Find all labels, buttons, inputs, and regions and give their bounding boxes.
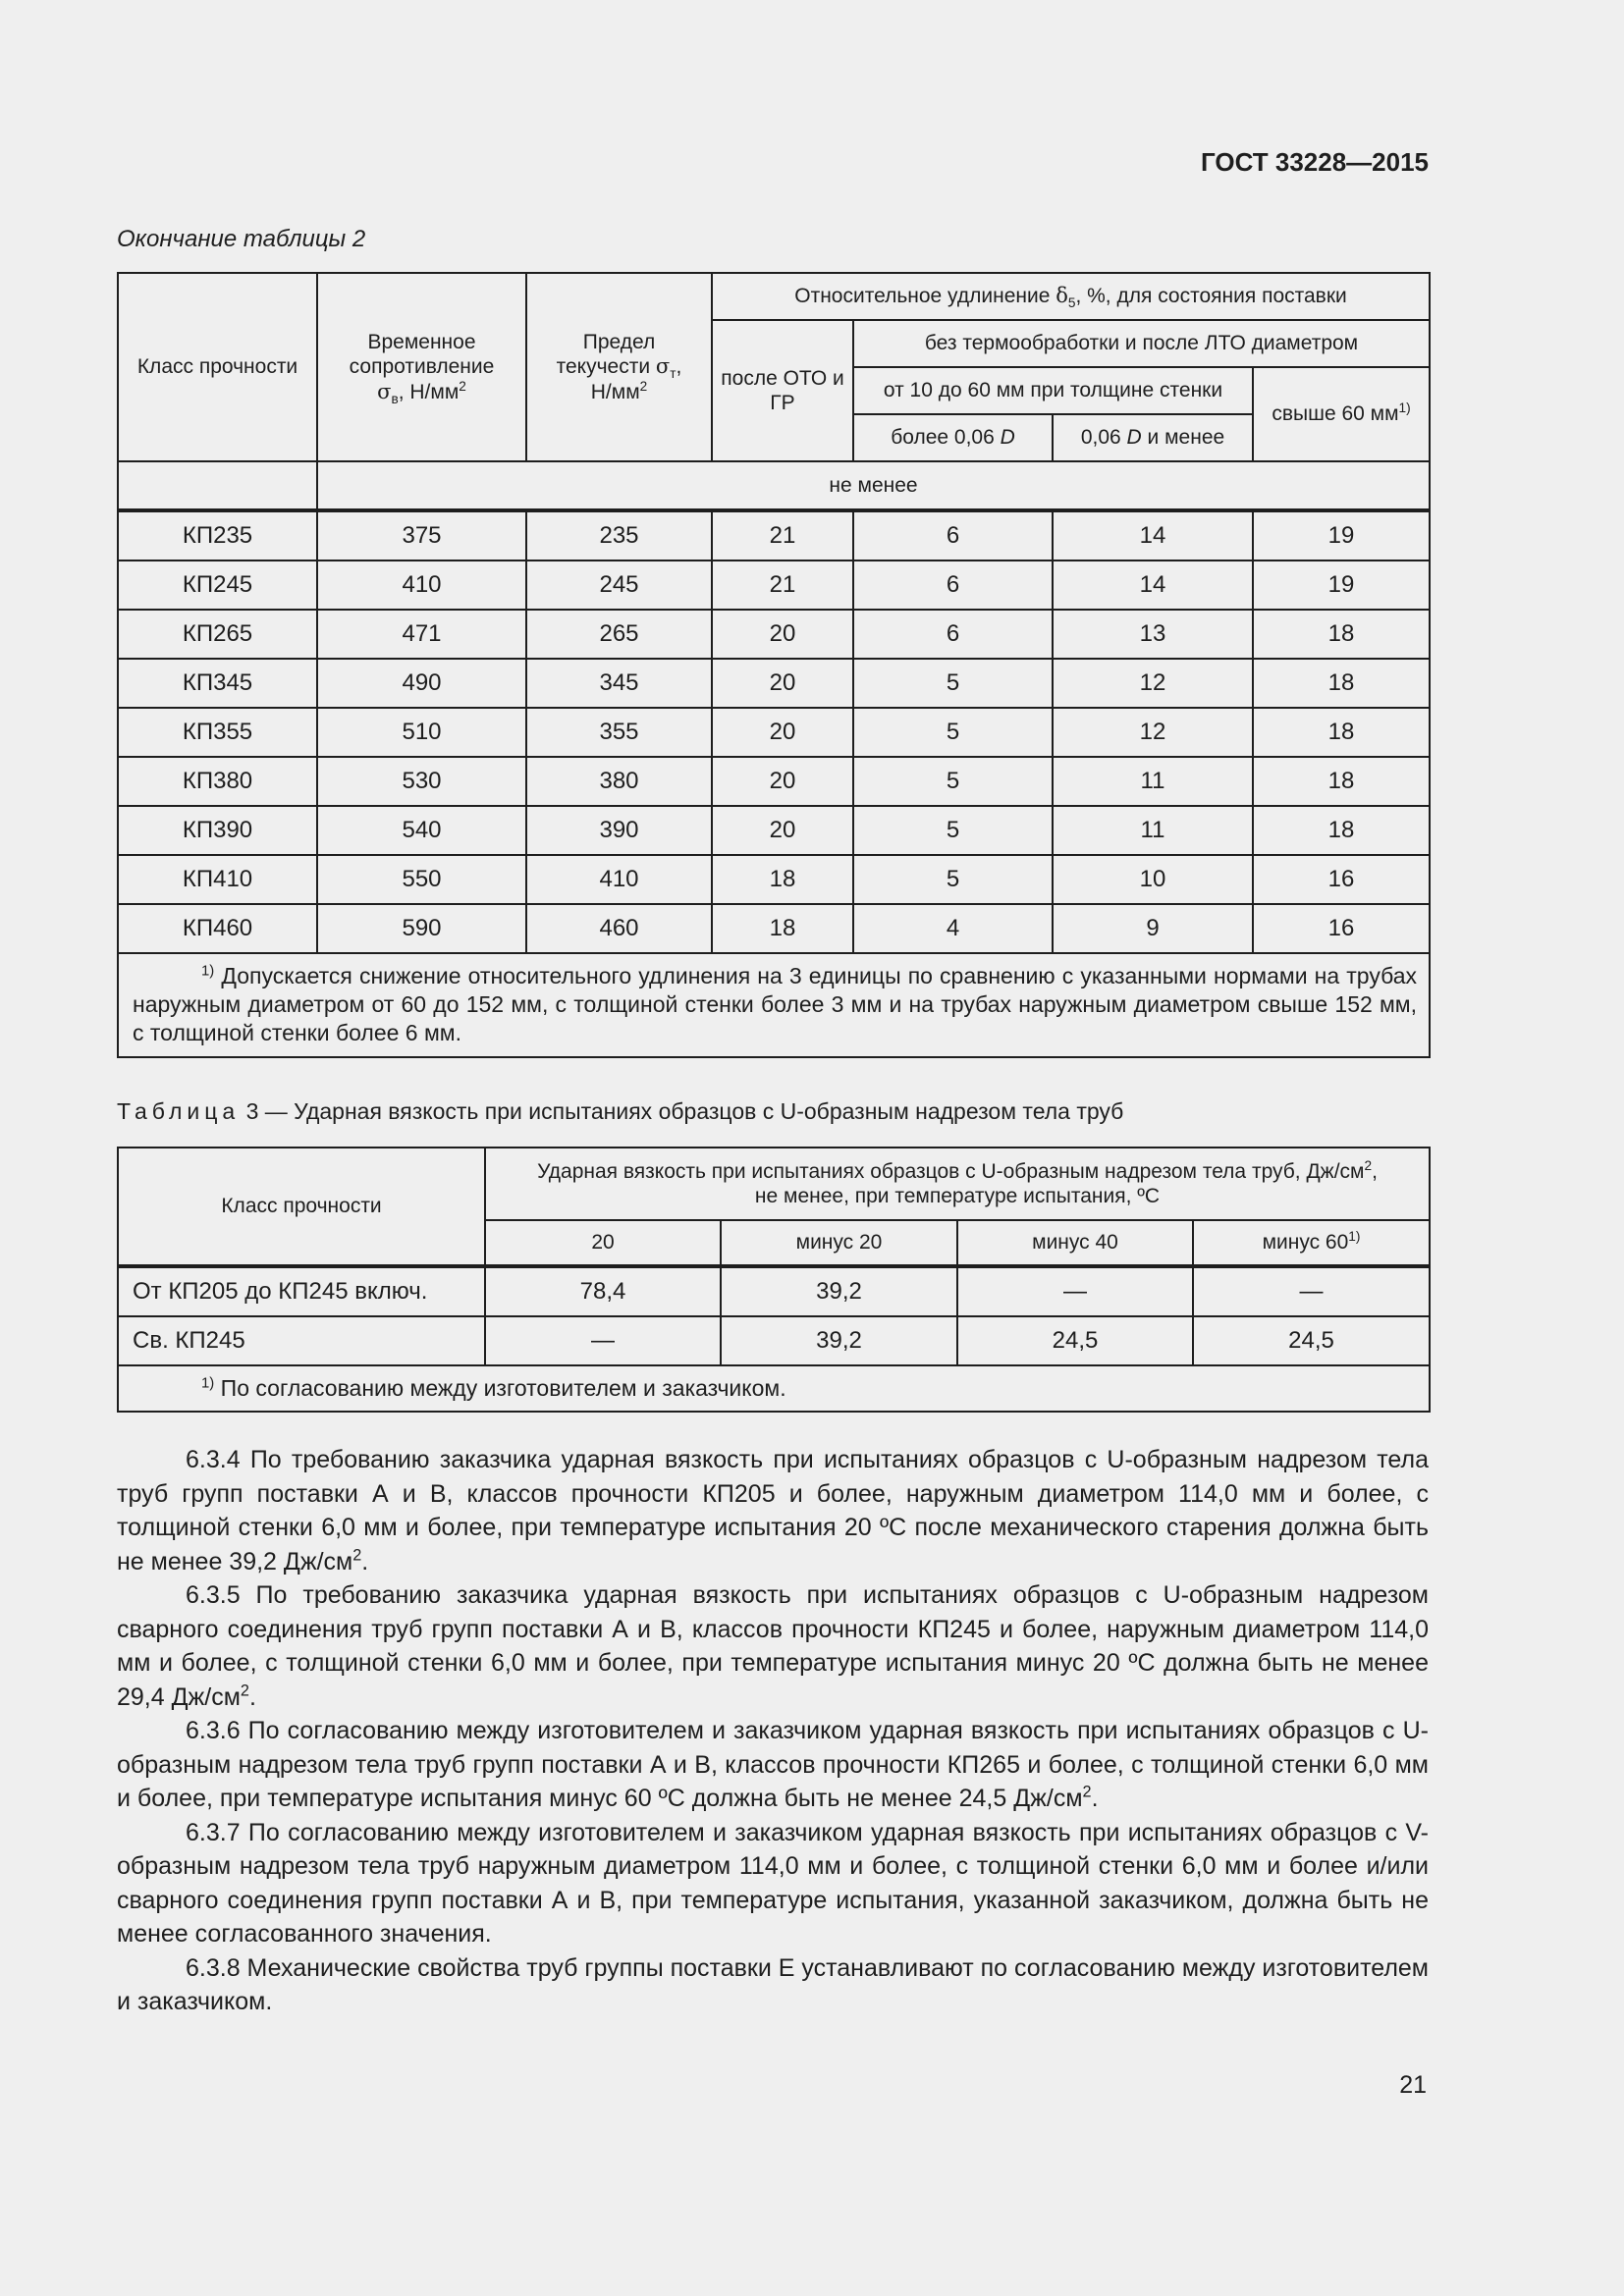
table2-row bbox=[118, 855, 1430, 904]
row-class-cell: КП245 bbox=[118, 561, 317, 610]
body-text bbox=[117, 1443, 1429, 2019]
row-value-cell: 235 bbox=[526, 510, 712, 561]
row-value-cell: 245 bbox=[526, 561, 712, 610]
row-value-cell: 530 bbox=[317, 757, 526, 806]
row-value-cell: — bbox=[1193, 1266, 1430, 1316]
row-value-cell: 265 bbox=[526, 610, 712, 659]
header-tensile-strength: Временное сопротивление $\sigma_в$, $Н/мм^2$ bbox=[317, 273, 526, 461]
row-value-cell: 20 bbox=[712, 659, 853, 708]
row-class-cell: КП390 bbox=[118, 806, 317, 855]
table2-row bbox=[118, 659, 1430, 708]
table3-footnote: $^{1)}$ По согласованию между изготовителем и заказчиком. bbox=[118, 1365, 1430, 1412]
row-class-cell: КП460 bbox=[118, 904, 317, 953]
row-value-cell: 18 bbox=[712, 904, 853, 953]
table2-row bbox=[118, 610, 1430, 659]
row-value-cell: 471 bbox=[317, 610, 526, 659]
table3-row bbox=[118, 1316, 1430, 1365]
row-value-cell: 510 bbox=[317, 708, 526, 757]
row-value-cell: 18 bbox=[1253, 757, 1430, 806]
row-value-cell: 21 bbox=[712, 510, 853, 561]
table2-row bbox=[118, 904, 1430, 953]
row-class-cell: КП345 bbox=[118, 659, 317, 708]
header-elongation: Относительное удлинение $\delta_5$, %, для состояния поставки bbox=[712, 273, 1430, 320]
header-no-heat-treatment: без термообработки и после ЛТО диаметром bbox=[853, 320, 1430, 367]
row-value-cell: 12 bbox=[1053, 708, 1253, 757]
row-value-cell: 355 bbox=[526, 708, 712, 757]
t3-header-impact: Ударная вязкость при испытаниях образцов с U-образным надрезом тела труб, $Дж/см^2$, не менее, при температуре испытания, ºС bbox=[485, 1148, 1430, 1220]
header-class-spacer bbox=[118, 461, 317, 510]
row-value-cell: 590 bbox=[317, 904, 526, 953]
header-more-006d: более 0,06 D bbox=[853, 414, 1053, 461]
row-class-cell: Св. КП245 bbox=[118, 1316, 485, 1365]
paragraph-6-3-7: 6.3.7 По согласованию между изготовителем и заказчиком ударная вязкость при испытаниях образцов с V-образным надрезом тела труб наружным диаметром 114,0 мм и более, с толщиной стенки 6,0 мм и более и/или сварного соединения групп поставки А и В, при температуре испытания, указанной заказчиком, должна быть не менее согласованного значения. bbox=[117, 1818, 1429, 1948]
row-value-cell: 9 bbox=[1053, 904, 1253, 953]
row-value-cell: 5 bbox=[853, 855, 1053, 904]
row-value-cell: 6 bbox=[853, 510, 1053, 561]
row-value-cell: 39,2 bbox=[721, 1266, 957, 1316]
document-header: ГОСТ 33228—2015 bbox=[1201, 147, 1429, 177]
row-class-cell: КП380 bbox=[118, 757, 317, 806]
header-less-006d: 0,06 D и менее bbox=[1053, 414, 1253, 461]
row-value-cell: 460 bbox=[526, 904, 712, 953]
row-value-cell: 20 bbox=[712, 610, 853, 659]
row-value-cell: 12 bbox=[1053, 659, 1253, 708]
t3-header-temp-minus40: минус 40 bbox=[957, 1220, 1193, 1266]
row-value-cell: 4 bbox=[853, 904, 1053, 953]
table2-row bbox=[118, 757, 1430, 806]
table2 bbox=[117, 272, 1431, 1058]
t3-header-temp-20: 20 bbox=[485, 1220, 721, 1266]
row-value-cell: 21 bbox=[712, 561, 853, 610]
row-class-cell: КП265 bbox=[118, 610, 317, 659]
row-value-cell: 5 bbox=[853, 659, 1053, 708]
table2-footnote: $^{1)}$ Допускается снижение относительного удлинения на 3 единицы по сравнению с указанными нормами на трубах наружным диаметром от 60 до 152 мм, с толщиной стенки более 3 мм и на трубах наружным диаметром свыше 152 мм, с толщиной стенки более 6 мм. bbox=[118, 953, 1430, 1057]
paragraph-6-3-5: 6.3.5 По требованию заказчика ударная вязкость при испытаниях образцов с U-образным надрезом сварного соединения труб групп поставки А и В, классов прочности КП245 и более, наружным диаметром 114,0 мм и более, с толщиной стенки 6,0 мм и более, при температуре испытания минус 20 ºС должна быть не менее 29,4 $Дж/см^2$. bbox=[117, 1581, 1429, 1711]
row-value-cell: 18 bbox=[1253, 806, 1430, 855]
table3 bbox=[117, 1147, 1431, 1413]
row-value-cell: 18 bbox=[1253, 659, 1430, 708]
row-value-cell: 6 bbox=[853, 610, 1053, 659]
row-value-cell: 10 bbox=[1053, 855, 1253, 904]
table2-row bbox=[118, 561, 1430, 610]
row-value-cell: 380 bbox=[526, 757, 712, 806]
row-value-cell: 6 bbox=[853, 561, 1053, 610]
t3-header-class: Класс прочности bbox=[118, 1148, 485, 1266]
header-over-60: свыше 60 $мм^{1)}$ bbox=[1253, 367, 1430, 461]
row-value-cell: — bbox=[957, 1266, 1193, 1316]
table3-caption: Таблица 3 — Ударная вязкость при испытаниях образцов с U-образным надрезом тела труб bbox=[117, 1098, 1124, 1124]
header-after-oto: после ОТО и ГР bbox=[712, 320, 853, 461]
row-value-cell: 39,2 bbox=[721, 1316, 957, 1365]
header-range-10-60: от 10 до 60 мм при толщине стенки bbox=[853, 367, 1253, 414]
row-value-cell: 16 bbox=[1253, 855, 1430, 904]
row-class-cell: КП235 bbox=[118, 510, 317, 561]
row-value-cell: 11 bbox=[1053, 806, 1253, 855]
row-value-cell: 5 bbox=[853, 806, 1053, 855]
row-value-cell: 14 bbox=[1053, 561, 1253, 610]
row-value-cell: 5 bbox=[853, 708, 1053, 757]
row-value-cell: 550 bbox=[317, 855, 526, 904]
row-class-cell: КП410 bbox=[118, 855, 317, 904]
table3-row bbox=[118, 1266, 1430, 1316]
row-value-cell: 16 bbox=[1253, 904, 1430, 953]
row-value-cell: 390 bbox=[526, 806, 712, 855]
header-not-less: не менее bbox=[317, 461, 1430, 510]
row-value-cell: 24,5 bbox=[1193, 1316, 1430, 1365]
row-value-cell: 24,5 bbox=[957, 1316, 1193, 1365]
paragraph-6-3-8: 6.3.8 Механические свойства труб группы поставки Е устанавливают по согласованию между изготовителем и заказчиком. bbox=[117, 1953, 1429, 2015]
table2-row bbox=[118, 806, 1430, 855]
paragraph-6-3-6: 6.3.6 По согласованию между изготовителем и заказчиком ударная вязкость при испытаниях образцов с U-образным надрезом тела труб групп поставки А и В, классов прочности КП265 и более, с толщиной стенки 6,0 мм и более, при температуре испытания минус 60 ºС должна быть не менее 24,5 $Дж/см^2$. bbox=[117, 1717, 1429, 1812]
row-value-cell: 18 bbox=[1253, 708, 1430, 757]
table2-row bbox=[118, 510, 1430, 561]
header-strength-class: Класс прочности bbox=[118, 273, 317, 461]
paragraph-6-3-4: 6.3.4 По требованию заказчика ударная вязкость при испытаниях образцов с U-образным надрезом тела труб групп поставки А и В, классов прочности КП205 и более, наружным диаметром 114,0 мм и более, с толщиной стенки 6,0 мм и более, при температуре испытания 20 ºС после механического старения должна быть не менее 39,2 $Дж/см^2$. bbox=[117, 1446, 1429, 1575]
row-value-cell: 345 bbox=[526, 659, 712, 708]
row-value-cell: 13 bbox=[1053, 610, 1253, 659]
row-value-cell: 14 bbox=[1053, 510, 1253, 561]
row-class-cell: КП355 bbox=[118, 708, 317, 757]
row-value-cell: 19 bbox=[1253, 561, 1430, 610]
row-class-cell: От КП205 до КП245 включ. bbox=[118, 1266, 485, 1316]
row-value-cell: 19 bbox=[1253, 510, 1430, 561]
row-value-cell: 5 bbox=[853, 757, 1053, 806]
row-value-cell: 490 bbox=[317, 659, 526, 708]
page-number: 21 bbox=[1399, 2071, 1427, 2099]
t3-header-temp-minus20: минус 20 bbox=[721, 1220, 957, 1266]
row-value-cell: 410 bbox=[317, 561, 526, 610]
row-value-cell: 18 bbox=[1253, 610, 1430, 659]
table2-caption: Окончание таблицы 2 bbox=[117, 226, 366, 252]
row-value-cell: — bbox=[485, 1316, 721, 1365]
row-value-cell: 78,4 bbox=[485, 1266, 721, 1316]
header-yield-strength: Предел текучести $\sigma_т$, $Н/мм^2$ bbox=[526, 273, 712, 461]
row-value-cell: 375 bbox=[317, 510, 526, 561]
row-value-cell: 410 bbox=[526, 855, 712, 904]
table2-row bbox=[118, 708, 1430, 757]
row-value-cell: 540 bbox=[317, 806, 526, 855]
row-value-cell: 18 bbox=[712, 855, 853, 904]
row-value-cell: 20 bbox=[712, 708, 853, 757]
row-value-cell: 20 bbox=[712, 806, 853, 855]
t3-header-temp-minus60: минус 60$^{1)}$ bbox=[1193, 1220, 1430, 1266]
row-value-cell: 20 bbox=[712, 757, 853, 806]
row-value-cell: 11 bbox=[1053, 757, 1253, 806]
